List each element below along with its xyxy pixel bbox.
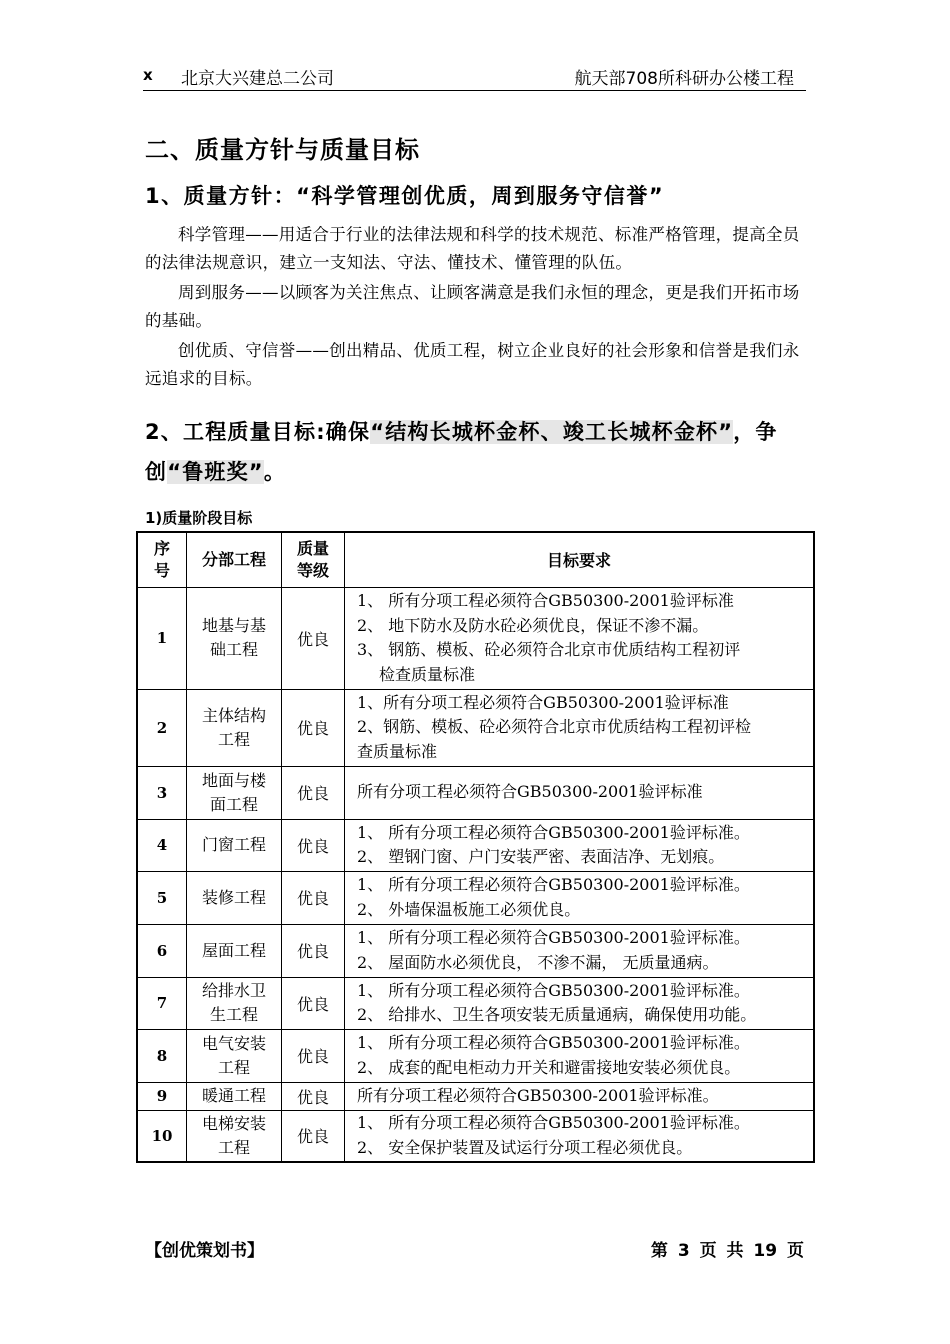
table-row xyxy=(137,587,814,689)
row-req: 所有分项工程必须符合GB50300-2001验评标准。 xyxy=(345,1082,815,1110)
row-no: 4 xyxy=(137,819,187,871)
table-row xyxy=(137,819,814,871)
header-grade: 质量等级 xyxy=(282,532,345,587)
policy-paragraph-2: 周到服务——以顾客为关注焦点、让顾客满意是我们永恒的理念，更是我们开拓市场的基础。 xyxy=(145,283,800,330)
row-req: 所有分项工程必须符合GB50300-2001验评标准 xyxy=(345,766,815,819)
row-grade: 优良 xyxy=(282,587,345,689)
header-req: 目标要求 xyxy=(345,532,815,587)
row-part: 暖通工程 xyxy=(187,1082,282,1110)
goal-highlight-2: “鲁班奖” xyxy=(167,460,264,484)
table-row xyxy=(137,1082,814,1110)
goal-highlight-1: “结构长城杯金杯、竣工长城杯金杯” xyxy=(370,420,734,444)
company-logo-icon: ⅹ xyxy=(143,66,153,84)
row-part: 地面与楼面工程 xyxy=(187,766,282,819)
row-grade: 优良 xyxy=(282,766,345,819)
row-no: 8 xyxy=(137,1029,187,1082)
row-grade: 优良 xyxy=(282,819,345,871)
table-header-row xyxy=(137,532,814,587)
header-no: 序号 xyxy=(137,532,187,587)
row-part: 屋面工程 xyxy=(187,924,282,977)
row-no: 7 xyxy=(137,977,187,1029)
row-no: 2 xyxy=(137,689,187,766)
row-grade: 优良 xyxy=(282,1110,345,1162)
header-company: 北京大兴建总二公司 xyxy=(181,69,334,89)
row-part: 电梯安装工程 xyxy=(187,1110,282,1162)
table-row xyxy=(137,924,814,977)
row-req: 1、 所有分项工程必须符合GB50300-2001验评标准。 2、 屋面防水必须优良， 不渗不漏， 无质量通病。 xyxy=(345,924,815,977)
row-grade: 优良 xyxy=(282,977,345,1029)
row-part: 主体结构工程 xyxy=(187,689,282,766)
row-no: 5 xyxy=(137,871,187,924)
table-caption: 1)质量阶段目标 xyxy=(145,509,253,527)
row-no: 10 xyxy=(137,1110,187,1162)
row-req: 1、 所有分项工程必须符合GB50300-2001验评标准。 2、 安全保护装置及试运行分项工程必须优良。 xyxy=(345,1110,815,1162)
row-req: 1、 所有分项工程必须符合GB50300-2001验评标准 2、 地下防水及防水砼必须优良，保证不渗不漏。 3、 钢筋、模板、砼必须符合北京市优质结构工程初评 检查质量标准 xyxy=(345,587,815,689)
row-req: 1、 所有分项工程必须符合GB50300-2001验评标准。 2、 塑钢门窗、户门安装严密、表面洁净、无划痕。 xyxy=(345,819,815,871)
policy-paragraph-3: 创优质、守信誉——创出精品、优质工程，树立企业良好的社会形象和信誉是我们永远追求的目标。 xyxy=(145,341,800,388)
table-row xyxy=(137,1029,814,1082)
row-grade: 优良 xyxy=(282,689,345,766)
goal-middle: ，争创 xyxy=(145,420,778,484)
goal-suffix: 。 xyxy=(263,460,287,484)
header-project: 航天部708所科研办公楼工程 xyxy=(574,69,794,89)
row-part: 电气安装工程 xyxy=(187,1029,282,1082)
row-part: 装修工程 xyxy=(187,871,282,924)
page-header xyxy=(143,62,806,91)
row-no: 1 xyxy=(137,587,187,689)
row-no: 9 xyxy=(137,1082,187,1110)
row-grade: 优良 xyxy=(282,1029,345,1082)
goal-prefix: 2、工程质量目标:确保 xyxy=(145,420,371,444)
table-row xyxy=(137,871,814,924)
row-req: 1、 所有分项工程必须符合GB50300-2001验评标准。 2、 成套的配电柜动力开关和避雷接地安装必须优良。 xyxy=(345,1029,815,1082)
row-grade: 优良 xyxy=(282,871,345,924)
row-req: 1、所有分项工程必须符合GB50300-2001验评标准 2、钢筋、模板、砼必须符合北京市优质结构工程初评检 查质量标准 xyxy=(345,689,815,766)
policy-paragraph-1: 科学管理——用适合于行业的法律法规和科学的技术规范、标准严格管理，提高全员的法律法规意识，建立一支知法、守法、懂技术、懂管理的队伍。 xyxy=(145,225,800,272)
row-req: 1、 所有分项工程必须符合GB50300-2001验评标准。 2、 给排水、卫生各项安装无质量通病，确保使用功能。 xyxy=(345,977,815,1029)
table-row xyxy=(137,689,814,766)
header-part: 分部工程 xyxy=(187,532,282,587)
quality-goals-table xyxy=(136,531,815,1163)
row-part: 给排水卫生工程 xyxy=(187,977,282,1029)
row-grade: 优良 xyxy=(282,924,345,977)
row-no: 6 xyxy=(137,924,187,977)
table-row xyxy=(137,766,814,819)
row-part: 地基与基础工程 xyxy=(187,587,282,689)
row-grade: 优良 xyxy=(282,1082,345,1110)
footer-page-number: 第 3 页 共 19 页 xyxy=(650,1241,804,1261)
goal-heading xyxy=(145,412,810,492)
row-req: 1、 所有分项工程必须符合GB50300-2001验评标准。 2、 外墙保温板施工必须优良。 xyxy=(345,871,815,924)
policy-heading: 1、质量方针：“科学管理创优质，周到服务守信誉” xyxy=(145,184,665,208)
table-row xyxy=(137,1110,814,1162)
table-row xyxy=(137,977,814,1029)
row-part: 门窗工程 xyxy=(187,819,282,871)
footer-doc-title: 【创优策划书】 xyxy=(145,1241,264,1261)
row-no: 3 xyxy=(137,766,187,819)
section-title: 二、质量方针与质量目标 xyxy=(145,136,420,164)
